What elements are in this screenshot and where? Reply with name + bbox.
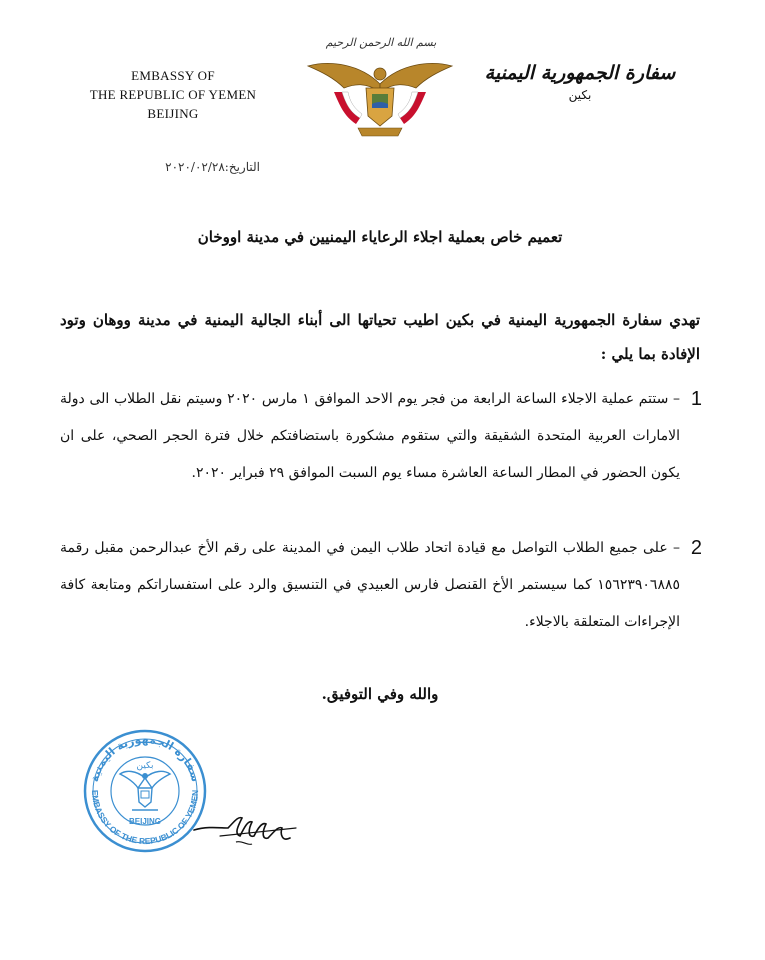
signature-icon — [190, 798, 300, 854]
item-text: – على جميع الطلاب التواصل مع قيادة اتحاد طلاب اليمن في المدينة على رقم الأخ عبدالرحمن مقبل رقمة ١٥٦٢٣٩٠٦٨٨٥ كما سيستمر الأخ القنصل فارس العبيدي في التنسيق والرد على استفساراتكم ومتابعة كافة الإجراءات المتعلقة بالاجلاء. — [60, 540, 680, 630]
arabic-city: بكين — [568, 88, 592, 102]
stamp-arabic-text: سفارة الجمهورية اليمنية — [87, 732, 203, 784]
letterhead-line-3: BEIJING — [147, 106, 199, 121]
list-item — [60, 381, 702, 492]
letterhead-line-1: EMBASSY OF — [131, 68, 215, 83]
english-letterhead — [78, 66, 268, 123]
stamp-english-text: EMBASSY OF THE REPUBLIC OF YEMEN — [89, 789, 201, 847]
date-value: ٢٠٢٠/٠٢/٢٨ — [165, 160, 225, 174]
document-title: تعميم خاص بعملية اجلاء الرعاياء اليمنيين في مدينة اووخان — [197, 228, 563, 246]
stamp-arabic-city: بكين — [136, 761, 154, 771]
item-text: – ستتم عملية الاجلاء الساعة الرابعة من فجر يوم الاحد الموافق ١ مارس ٢٠٢٠ وسيتم نقل الطلاب الى دولة الامارات العربية المتحدة الشقيقة والتي ستقوم مشكورة باستضافتكم خلال فترة الحجر الصحي، على ان يكون الحضور في المطار الساعة العاشرة مساء يوم السبت الموافق ٢٩ فبراير ٢٠٢٠. — [60, 391, 680, 481]
list-item — [60, 530, 702, 641]
item-number: 2 — [690, 537, 702, 559]
arabic-embassy-name: سفارة الجمهورية اليمنية — [484, 62, 676, 84]
letterhead-line-2: THE REPUBLIC OF YEMEN — [89, 87, 257, 102]
closing-line: والله وفي التوفيق. — [321, 685, 439, 703]
stamp-english-city: BEIJING — [128, 817, 162, 826]
item-number: 1 — [690, 388, 702, 410]
document-date — [110, 160, 260, 174]
arabic-letterhead — [480, 62, 680, 102]
basmala: بسم الله الرحمن الرحيم — [325, 36, 437, 49]
intro-paragraph: تهدي سفارة الجمهورية اليمنية في بكين اطيب تحياتها الى أبناء الجالية اليمنية في مدينة ووهان وتود الإفادة بما يلي : — [60, 311, 700, 363]
date-label: التاريخ: — [224, 160, 260, 174]
yemen-emblem-icon — [300, 54, 460, 140]
